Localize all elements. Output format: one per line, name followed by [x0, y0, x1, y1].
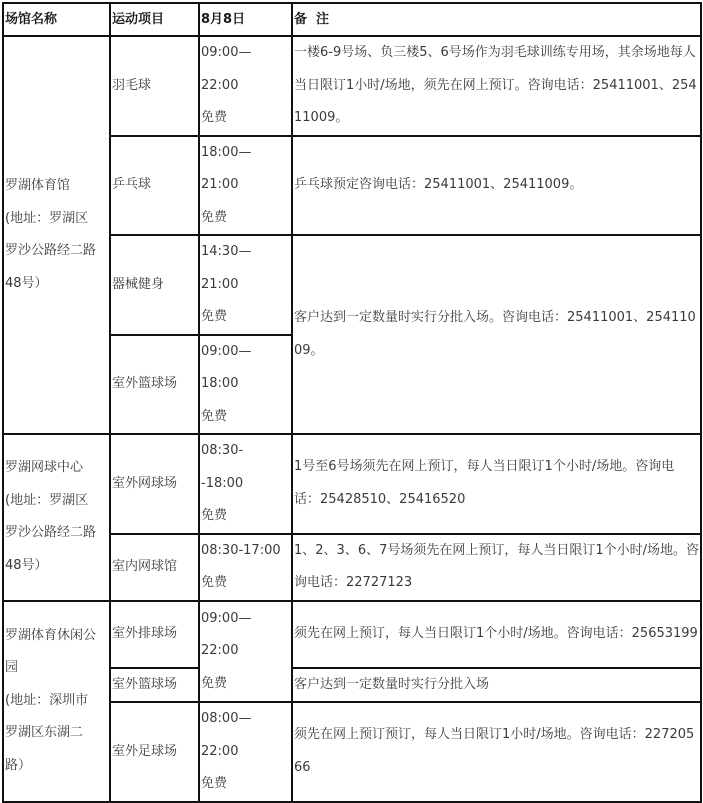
- sport-cell: 室外篮球场: [110, 668, 199, 703]
- time-cell: [199, 702, 292, 802]
- time-start: 18:00—: [201, 144, 252, 160]
- time-end: 21:00: [201, 276, 239, 292]
- sport-cell: 室外篮球场: [110, 335, 199, 435]
- sport-cell: 器械健身: [110, 235, 199, 335]
- sport-cell: 室外排球场: [110, 601, 199, 668]
- venue-address: 罗沙公路经二路: [5, 243, 97, 258]
- venue-cell: [3, 601, 110, 802]
- note-cell: 1、2、3、6、7号场须先在网上预订，每人当日限订1个小时/场地。咨询电话：22727123: [292, 534, 701, 601]
- time-end: 18:00: [201, 376, 239, 391]
- price: 免费: [201, 209, 228, 225]
- venue-schedule-table: [2, 2, 702, 803]
- time-cell: [199, 601, 292, 703]
- venue-address: (地址：罗湖区: [5, 210, 89, 226]
- sport-cell: 室外足球场: [110, 702, 199, 802]
- table-row: [3, 601, 701, 668]
- price: 免费: [201, 408, 228, 424]
- time-cell: [199, 335, 292, 435]
- note-cell: 一楼6-9号场、负三楼5、6号场作为羽毛球训练专用场，其余场地每人当日限订1小时/场地，须先在网上预订。咨询电话：25411001、25411009。: [292, 36, 701, 136]
- time-cell: [199, 534, 292, 601]
- time-start: 09:00—: [201, 45, 252, 60]
- time-cell: [199, 36, 292, 136]
- venue-cell: [3, 434, 110, 601]
- price: 免费: [201, 575, 228, 590]
- venue-address: (地址：深圳市: [5, 692, 89, 708]
- header-row: [3, 3, 701, 36]
- time-end: -18:00: [201, 475, 244, 491]
- price: 免费: [201, 508, 228, 523]
- venue-address: 罗沙公路经二路: [5, 525, 97, 541]
- table-row: [3, 36, 701, 136]
- venue-address: (地址：罗湖区: [5, 492, 89, 508]
- time-start: 08:00—: [201, 711, 252, 726]
- venue-name: 罗湖网球中心: [5, 460, 84, 476]
- price: 免费: [201, 675, 228, 691]
- header-venue: 场馆名称: [3, 3, 110, 36]
- price: 免费: [201, 776, 228, 791]
- note-cell: 须先在网上预订预订，每人当日限订1小时/场地。咨询电话：22720566: [292, 702, 701, 802]
- time-end: 22:00: [201, 743, 239, 759]
- time-end: 21:00: [201, 177, 239, 192]
- price: 免费: [201, 309, 228, 324]
- table-row: [3, 434, 701, 534]
- note-cell: 客户达到一定数量时实行分批入场: [292, 668, 701, 703]
- sport-cell: 羽毛球: [110, 36, 199, 136]
- venue-cell: [3, 36, 110, 434]
- time-start: 09:00—: [201, 610, 252, 626]
- note-cell: 须先在网上预订，每人当日限订1个小时/场地。咨询电话：25653199: [292, 601, 701, 668]
- sport-cell: 室外网球场: [110, 434, 199, 534]
- note-cell: 乒乓球预定咨询电话：25411001、25411009。: [292, 136, 701, 236]
- time-cell: [199, 235, 292, 335]
- venue-address: 48号）: [5, 557, 48, 573]
- time-range: 08:30-17:00: [201, 542, 281, 558]
- sport-cell: 乒乓球: [110, 136, 199, 236]
- time-start: 09:00—: [201, 343, 252, 359]
- venue-name: 罗湖体育馆: [5, 178, 71, 193]
- price: 免费: [201, 110, 228, 125]
- venue-address: 罗湖区东湖二: [5, 725, 84, 741]
- header-sport: 运动项目: [110, 3, 199, 36]
- note-cell: 客户达到一定数量时实行分批入场。咨询电话：25411001、25411009。: [292, 235, 701, 434]
- time-start: 14:30—: [201, 244, 252, 259]
- venue-address: 48号）: [5, 275, 48, 291]
- time-end: 22:00: [201, 643, 239, 658]
- header-date: 8月8日: [199, 3, 292, 36]
- sport-cell: 室内网球馆: [110, 534, 199, 601]
- header-notes: 备 注: [292, 3, 701, 36]
- time-cell: [199, 434, 292, 534]
- note-cell: 1号至6号场须先在网上预订，每人当日限订1个小时/场地。咨询电话：25428510、25416520: [292, 434, 701, 534]
- time-cell: [199, 136, 292, 236]
- venue-address: 路）: [5, 757, 32, 773]
- time-start: 08:30-: [201, 443, 244, 458]
- venue-name: 罗湖体育休闲公园: [5, 627, 97, 676]
- time-end: 22:00: [201, 77, 239, 93]
